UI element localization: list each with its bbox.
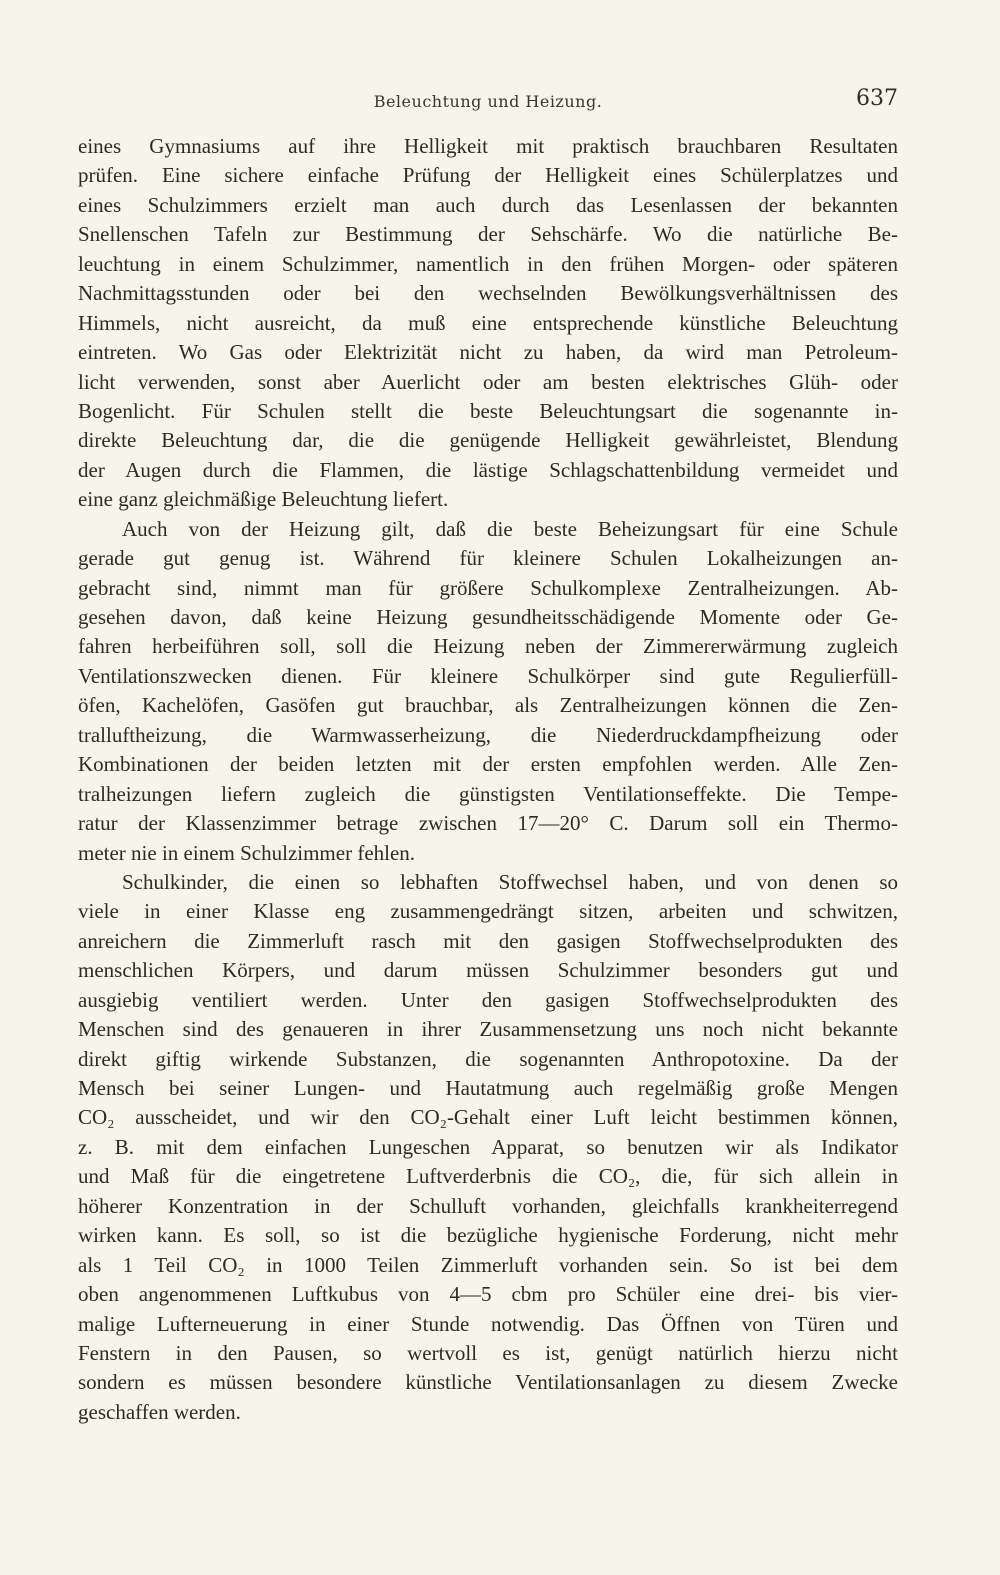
page-header	[78, 86, 898, 116]
text-line: Himmels, nicht ausreicht, da muß eine entsprechende künstliche Beleuchtung	[78, 310, 898, 335]
text-line: sondern es müssen besondere künstliche Ventilationsanlagen zu diesem Zwecke	[78, 1370, 898, 1395]
text-line: Ventilationszwecken dienen. Für kleinere Schulkörper sind gute Regulierfüll-	[78, 663, 898, 688]
text-line: gebracht sind, nimmt man für größere Schulkomplexe Zentralheizungen. Ab-	[78, 575, 898, 600]
text-line: fahren herbeiführen soll, soll die Heizung neben der Zimmererwärmung zugleich	[78, 634, 898, 659]
running-title: Beleuchtung und Heizung.	[373, 92, 603, 111]
text-line: CO₂ ausscheidet, und wir den CO₂-Gehalt einer Luft leicht bestimmen können,	[78, 1105, 898, 1130]
text-line: gesehen davon, daß keine Heizung gesundheitsschädigende Momente oder Ge-	[78, 605, 898, 629]
text-line: leuchtung in einem Schulzimmer, namentlich in den frühen Morgen- oder späteren	[78, 251, 898, 276]
text-line: Nachmittagsstunden oder bei den wechselnden Bewölkungsverhältnissen des	[78, 281, 898, 306]
text-line: Fenstern in den Pausen, so wertvoll es ist, genügt natürlich hierzu nicht	[78, 1340, 898, 1365]
text-line: höherer Konzentration in der Schulluft vorhanden, gleichfalls krankheiterregend	[78, 1193, 898, 1218]
text-line: Mensch bei seiner Lungen- und Hautatmung auch regelmäßig große Mengen	[78, 1076, 898, 1100]
text-line: tralheizungen liefern zugleich die günstigsten Ventilationseffekte. Die Tempe-	[78, 781, 898, 806]
page-number: 637	[856, 86, 898, 111]
text-line: anreichern die Zimmerluft rasch mit den gasigen Stoffwechselprodukten des	[78, 928, 898, 953]
text-line: z. B. mit dem einfachen Lungeschen Apparat, so benutzen wir als Indikator	[78, 1134, 898, 1159]
text-line: oben angenommenen Luftkubus von 4—5 cbm pro Schüler eine drei- bis vier-	[78, 1282, 898, 1307]
text-line: gerade gut genug ist. Während für kleinere Schulen Lokalheizungen an-	[78, 546, 898, 571]
text-line: ausgiebig ventiliert werden. Unter den gasigen Stoffwechselprodukten des	[78, 987, 898, 1012]
text-line: malige Lufterneuerung in einer Stunde notwendig. Das Öffnen von Türen und	[78, 1311, 898, 1336]
text-line: menschlichen Körpers, und darum müssen Schulzimmer besonders gut und	[78, 958, 898, 983]
text-line: Snellenschen Tafeln zur Bestimmung der Sehschärfe. Wo die natürliche Be-	[78, 222, 898, 247]
text-line: licht verwenden, sonst aber Auerlicht oder am besten elektrisches Glüh- oder	[78, 369, 898, 394]
text-line: eines Schulzimmers erzielt man auch durch das Lesenlassen der bekannten	[78, 192, 898, 217]
text-line: ratur der Klassenzimmer betrage zwischen 17—20° C. Darum soll ein Thermo-	[78, 811, 898, 836]
text-line: als 1 Teil CO₂ in 1000 Teilen Zimmerluft vorhanden sein. So ist bei dem	[78, 1252, 898, 1277]
text-line: prüfen. Eine sichere einfache Prüfung der Helligkeit eines Schülerplatzes und	[78, 163, 898, 188]
text-line: direkt giftig wirkende Substanzen, die sogenannten Anthropotoxine. Da der	[78, 1046, 898, 1071]
text-line: wirken kann. Es soll, so ist die bezügliche hygienische Forderung, nicht mehr	[78, 1223, 898, 1248]
text-line: viele in einer Klasse eng zusammengedrängt sitzen, arbeiten und schwitzen,	[78, 899, 898, 924]
paragraph-first-line: Schulkinder, die einen so lebhaften Stoffwechsel haben, und von denen so	[122, 869, 898, 894]
text-line: Kombinationen der beiden letzten mit der ersten empfohlen werden. Alle Zen-	[78, 752, 898, 777]
text-line: direkte Beleuchtung dar, die die genügende Helligkeit gewährleistet, Blendung	[78, 428, 898, 453]
paragraph-last-line: eine ganz gleichmäßige Beleuchtung liefert.	[78, 487, 449, 512]
paragraph-last-line: geschaffen werden.	[78, 1399, 241, 1424]
text-line: Bogenlicht. Für Schulen stellt die beste Beleuchtungsart die sogenannte in-	[78, 398, 898, 423]
text-line: eines Gymnasiums auf ihre Helligkeit mit praktisch brauchbaren Resultaten	[78, 134, 898, 158]
paragraph-first-line: Auch von der Heizung gilt, daß die beste Beheizungsart für eine Schule	[122, 516, 898, 541]
body-text	[78, 132, 898, 1427]
paragraph-last-line: meter nie in einem Schulzimmer fehlen.	[78, 840, 416, 865]
text-line: eintreten. Wo Gas oder Elektrizität nicht zu haben, da wird man Petroleum-	[78, 340, 898, 365]
text-line: Menschen sind des genaueren in ihrer Zusammensetzung uns noch nicht bekannte	[78, 1017, 898, 1042]
text-line: öfen, Kachelöfen, Gasöfen gut brauchbar, als Zentralheizungen können die Zen-	[78, 693, 898, 718]
text-line: und Maß für die eingetretene Luftverderbnis die CO₂, die, für sich allein in	[78, 1164, 898, 1189]
text-line: tralluftheizung, die Warmwasserheizung, die Niederdruckdampfheizung oder	[78, 722, 898, 747]
text-line: der Augen durch die Flammen, die lästige Schlagschattenbildung vermeidet und	[78, 457, 898, 482]
